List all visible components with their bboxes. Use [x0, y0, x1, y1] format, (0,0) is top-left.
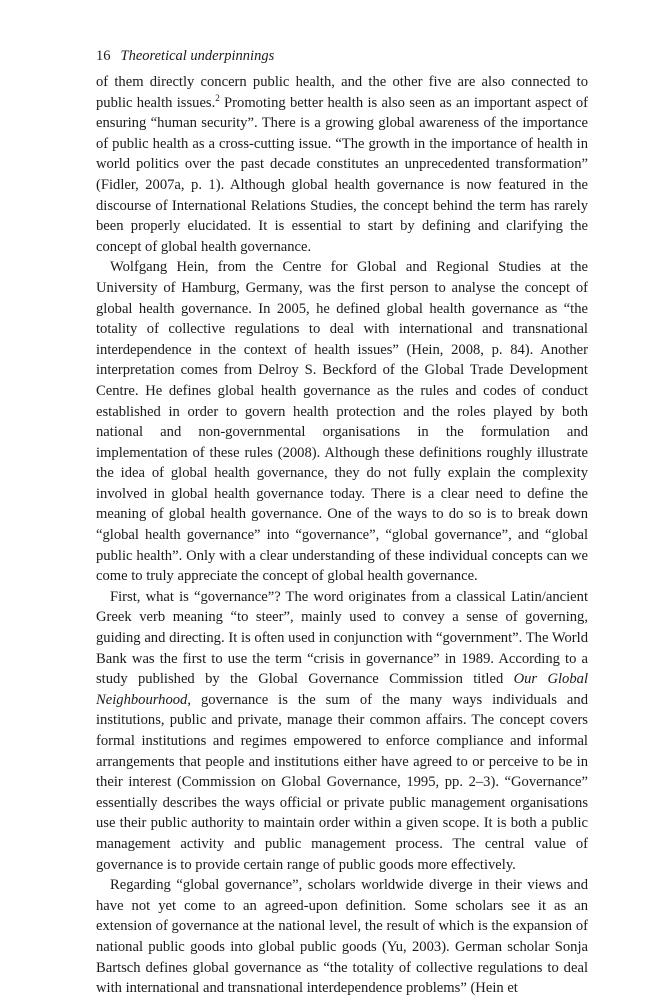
paragraph-3-text-b: , governance is the sum of the many ways individuals and institutions, public and private, manage their common affairs. The concept covers formal institutions and regimes empowered to enforce compliance and informal arrangements that people and institutions either have agreed to or perceive to be in their interest (Commission on Global Governance, 1995, pp. 2–3). “Governance” essentially describes the ways official or private public management organisations use their public authority to maintain order within a given scope. It is both a public management activity and public management process. The central value of governance is to provide certain range of public goods more effectively.	[96, 691, 588, 873]
paragraph-3-text-a: First, what is “governance”? The word originates from a classical Latin/ancient Greek verb meaning “to steer”, mainly used to convey a sense of governing, guiding and directing. It is often used in conjunction with “government”. The World Bank was the first to use the term “crisis in governance” in 1989. According to a study published by the Global Governance Commission titled	[96, 588, 588, 688]
body-text	[96, 72, 588, 999]
book-page	[96, 46, 588, 999]
book-title-italic: Our Global Neighbourhood	[96, 671, 588, 708]
chapter-title: Theoretical underpinnings	[120, 48, 275, 64]
paragraph-3	[96, 587, 588, 875]
paragraph-1-text-a: of them directly concern public health, and the other five are also connected to public health issues.	[96, 74, 588, 111]
page-number: 16	[96, 48, 111, 64]
running-header	[96, 46, 588, 66]
paragraph-2: Wolfgang Hein, from the Centre for Global and Regional Studies at the University of Hamburg, Germany, was the first person to analyse the concept of global health governance. In 2005, he defined global health governance as “the totality of collective regulations to deal with international and transnational interdependence in the context of health issues” (Hein, 2008, p. 84). Another interpretation comes from Delroy S. Beckford of the Global Trade Development Centre. He defines global health governance as the rules and codes of conduct established in order to govern health protection and the roles played by both national and non-governmental organisations in the formulation and implementation of these rules (2008). Although these definitions roughly illustrate the idea of global health governance, they do not fully explain the complexity involved in global health governance today. There is a clear need to define the meaning of global health governance. One of the ways to do so is to break down “global health governance” into “governance”, “global governance”, and “global public health”. Only with a clear understanding of these individual concepts can we come to truly appreciate the concept of global health governance.	[96, 259, 588, 585]
paragraph-4: Regarding “global governance”, scholars worldwide diverge in their views and have not yet come to an agreed-upon definition. Some scholars see it as an extension of governance at the national level, the result of which is the expansion of national public goods into global public goods (Yu, 2003). German scholar Sonja Bartsch defines global governance as “the totality of collective regulations to deal with international and transnational interdependence problems” (Hein et	[96, 877, 588, 997]
paragraph-1	[96, 72, 588, 257]
footnote-marker-2: 2	[215, 92, 220, 103]
paragraph-1-text-b: Promoting better health is also seen as an important aspect of ensuring “human security”. There is a growing global awareness of the importance of public health as a cross-cutting issue. “The growth in the importance of health in world politics over the past decade constitutes an unprecedented transformation” (Fidler, 2007a, p. 1). Although global health governance is now featured in the discourse of International Relations Studies, the concept behind the term has rarely been properly elucidated. It is essential to start by defining and clarifying the concept of global health governance.	[96, 94, 588, 255]
